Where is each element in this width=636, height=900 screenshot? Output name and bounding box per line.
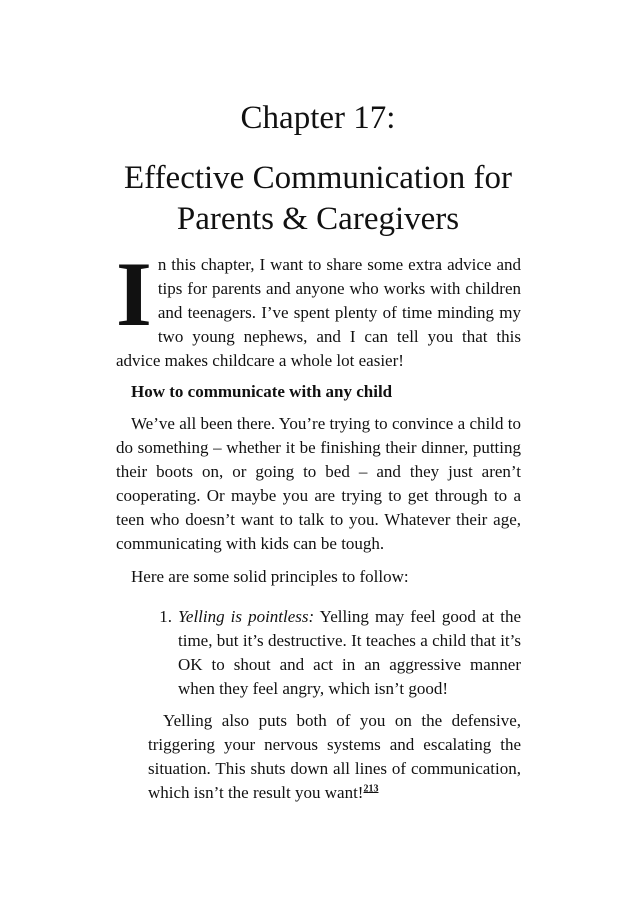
chapter-title-line-2: Parents & Caregivers [176, 201, 460, 237]
list-item [148, 605, 521, 701]
section-paragraph-1: We’ve all been there. You’re trying to convince a child to do something – whether it be finishing their dinner, putting their boots on, or going to bed – and they just aren’t cooperating. Or maybe you are trying to get through to a teen who doesn’t want to talk to you. Whatever their age, communicating with kids can be tough. [116, 414, 521, 553]
chapter-number: Chapter 17: [240, 100, 396, 136]
list-item-title: Yelling is pointless: [178, 607, 315, 626]
list-item-text: Yelling may feel good at the time, but it’s destructive. It teaches a child that it’s OK to shout and act in an aggressive manner when they feel angry, which isn’t good! [178, 607, 521, 698]
section-paragraph-2: Here are some solid principles to follow: [131, 567, 409, 586]
drop-cap: I [116, 243, 152, 345]
paragraph-3-text: Yelling also puts both of you on the defensive, triggering your nervous systems and escalating the situation. This shuts down all lines of communication, which isn’t the result you want! [148, 711, 521, 802]
section-heading: How to communicate with any child [131, 382, 393, 401]
intro-paragraph [116, 243, 521, 373]
chapter-title-line-1: Effective Communication for [124, 160, 512, 196]
section-paragraph-3 [148, 709, 521, 805]
intro-text: n this chapter, I want to share some extra advice and tips for parents and anyone who works with children and teenagers. I’ve spent plenty of time minding my two young nephews, and I can tell you that this advice makes childcare a whole lot easier! [116, 255, 521, 370]
chapter-title [80, 158, 556, 240]
principles-list [148, 605, 521, 701]
list-item-number: 1. [159, 607, 172, 626]
footnote-reference-link[interactable]: 213 [363, 783, 379, 795]
list-item-body [178, 605, 521, 701]
